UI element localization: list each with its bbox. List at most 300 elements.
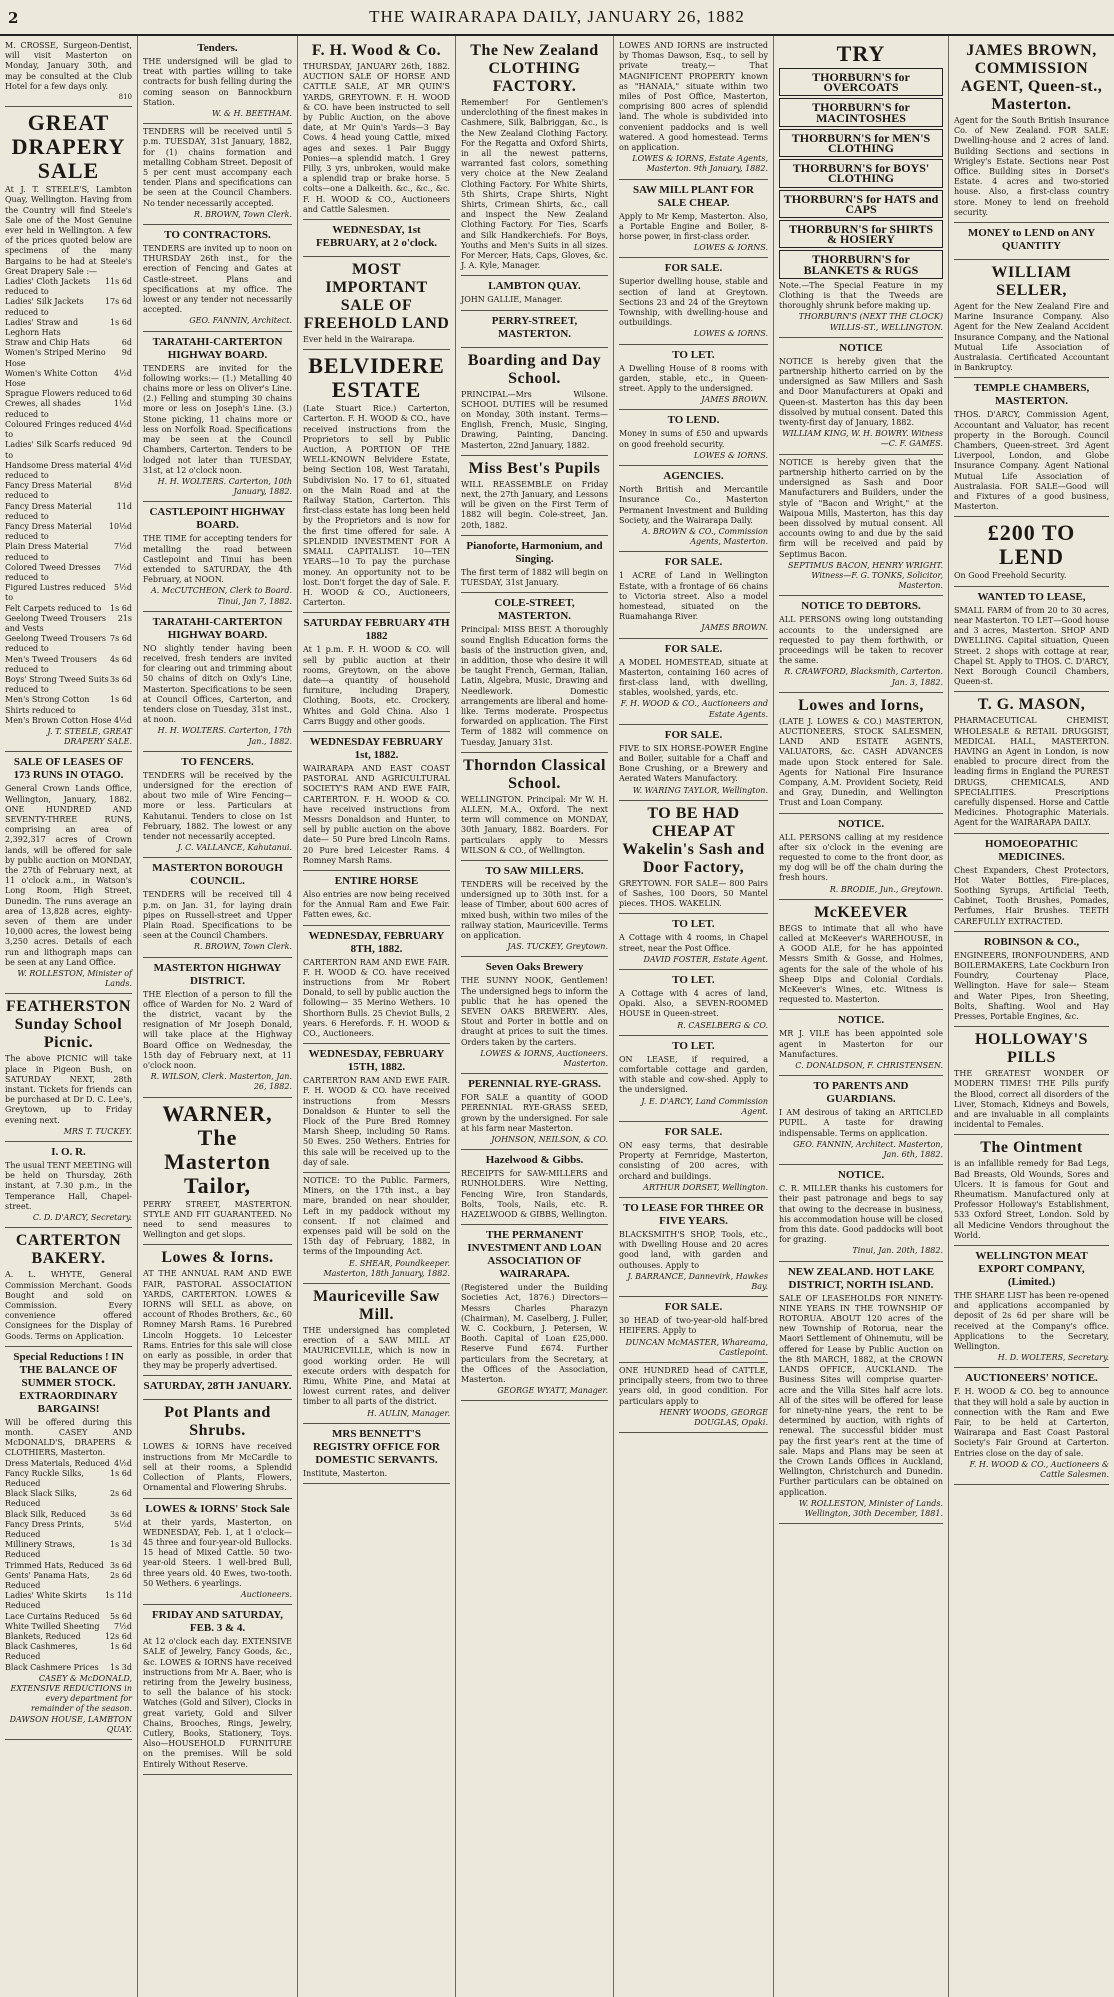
- ad-signature: ARTHUR DORSET, Wellington.: [643, 1182, 768, 1192]
- ad-heading: GREAT DRAPERY SALE: [11, 110, 126, 184]
- column-5: [613, 36, 773, 1997]
- ad-heading: TO CONTRACTORS.: [164, 229, 271, 242]
- ad-signature: W. WARING TAYLOR, Wellington.: [632, 785, 768, 795]
- ad-body-text: MR J. VILE has been appointed sole agent in Masterton for our Manufactures.: [779, 1029, 943, 1059]
- price-row: [5, 1632, 132, 1642]
- ad-heading: TO FENCERS.: [181, 755, 254, 768]
- ad-body-text: At J. T. STEELE'S, Lambton Quay, Wellington. Having from the Country will find Steele's Sale one of the Most Genuine ever held in Wellington. A few of the prices quoted below are specimens of the many Bargains to be had at Steele's Great Drapery Sale :—: [5, 185, 132, 276]
- ad-heading: F. H. Wood & Co.: [311, 42, 442, 59]
- ad-body-text: TENDERS will be received by the undersigned up to 30th inst. for a lease of Timber, about 600 acres of mixed bush, within two miles of the railway station, Mauriceville. Terms on application.: [461, 879, 608, 940]
- column-3: [297, 36, 455, 1997]
- ad-body-text: Apply to Mr Kemp, Masterton. Also, a Portable Engine and Boiler, 8-horse power, in first-class order.: [619, 211, 768, 242]
- price-row: [5, 604, 132, 614]
- advertisement: [954, 1246, 1109, 1368]
- ad-body-text: Agent for the South British Insurance Co. of New Zealand. FOR SALE: Dwelling-house and 2 acres of land. Building Sections and sections in Wrigley's Estate. Sections near Post Office. Building sites in Dorset's Estate. 4 acres and two-storied house. Also, a first-class country store. Money to lend on freehold security.: [954, 116, 1109, 217]
- ad-body-text: LOWES AND IORNS are instructed by Thomas Dawson, Esq., to sell by private treaty,— That MAGNIFICENT PROPERTY known as "HANAIA," situate within two miles of Post Office, Masterton, comprising 800 acres of splendid land. The whole is subdivided into convenient paddocks and is well watered. A good homestead. Terms on application.: [619, 41, 768, 153]
- ad-signature: WILLIAM KING, W. H. BOWRY. Witness—C. F. GAMES.: [782, 429, 943, 449]
- ad-signature: LOWES & IORNS.: [693, 329, 768, 339]
- price-row: [5, 481, 132, 501]
- price-item: Ladies' Cloth Jackets reduced to: [5, 277, 91, 297]
- price-row: [5, 655, 132, 675]
- ad-heading: TEMPLE CHAMBERS, MASTERTON.: [973, 382, 1090, 408]
- ad-signature: J. BARRANCE, Dannevirk, Hawkes Bay.: [627, 1271, 768, 1292]
- ad-body-text: PERRY STREET, MASTERTON. STYLE AND FIT GUARANTEED. No need to send measures to Wellington and get slops.: [143, 1199, 292, 1240]
- ad-body-text: (Registered under the Building Societies Act, 1876.) Directors— Messrs Charles Pharazyn (Chairman), M. Caselberg, J. Fuller, W. C. Cockburn, J. Petersen, W. Booth. Capital of Loan £25,000. Reserve Fund £674. Further particulars from the Secretary, at the Offices of the Association, Masterton.: [461, 1283, 608, 1385]
- advertisement: [143, 1245, 292, 1376]
- price-item: Millinery Straws, Reduced: [5, 1540, 75, 1560]
- advertisement: [5, 752, 132, 994]
- repeat-line: THORBURN'S for HATS and CAPS: [779, 190, 943, 218]
- advertisement: [461, 536, 608, 593]
- price-row: [5, 420, 132, 440]
- price-value: 3s 6d: [110, 1560, 132, 1570]
- ad-body-text: CARTERTON RAM AND EWE FAIR. F. H. WOOD & CO. have received instructions from Messrs Donaldson & Hunter to sell the Flock of the Pure Bred Romney Marsh Sheep, including 50 Rams. 50 Ewes. 250 Wethers. Entries for this sale will be received up to the day of sale.: [303, 1076, 450, 1167]
- ad-signature: H. H. WOLTERS. Carterton, 10th January, 1882.: [157, 476, 292, 497]
- ad-body-text: is an infallible remedy for Bad Legs, Bad Breasts, Old Wounds, Sores and Ulcers. It is famous for Gout and Rheumatism. Manufactured only at Professor Holloway's Establishment, 533 Oxford Street, London. Sold by all Medicine Vendors throughout the World.: [954, 1159, 1109, 1240]
- ad-body-text: LOWES & IORNS have received instructions from Mr McCardle to sell at their rooms, a Splendid Collection of Plants, Flowers, Ornamental and Flowering Shrubs.: [143, 1442, 292, 1493]
- ad-heading: CARTERTON BAKERY.: [15, 1232, 122, 1268]
- ad-body-text: Superior dwelling house, stable and section of land at Greytown. Sections 23 and 24 of the Greytown Township, with dwelling-house and outbuildings.: [619, 277, 768, 328]
- ad-heading: Special Reductions ! IN THE BALANCE OF SUMMER STOCK. EXTRAORDINARY BARGAINS!: [13, 1350, 124, 1415]
- advertisement: [619, 410, 768, 466]
- advertisement: [5, 107, 132, 752]
- ad-body-text: NOTICE is hereby given that the partnership hitherto carried on by the undersigned as Sash and Door Manufacturers and Builders, under the style of "Bacon and Wright," at the Waipoua Mills, Masterton, has this day been dissolved by mutual consent. All accounts owing to and due by the said firm will be received and paid by Septimus Bacon.: [779, 457, 943, 559]
- ad-heading: TO LET.: [672, 918, 715, 931]
- price-value: 7½d: [114, 562, 132, 572]
- columns: [0, 36, 1114, 1997]
- advertisement: [461, 1225, 608, 1401]
- ad-heading: SAW MILL PLANT FOR SALE CHEAP.: [633, 183, 754, 209]
- ad-body-text: Money in sums of £50 and upwards on good freehold security.: [619, 429, 768, 449]
- ad-heading: TARATAHI-CARTERTON HIGHWAY BOARD.: [152, 335, 283, 361]
- ad-body-text: C. R. MILLER thanks his customers for their past patronage and begs to say that owing to the decrease in business, his accommodation house will be closed from this date. Good paddocks will boot for grazing.: [779, 1184, 943, 1245]
- advertisement: [5, 994, 132, 1142]
- ad-body-text: A Cottage with 4 acres of land, Opaki. Also, a SEVEN-ROOMED HOUSE in Queen-street.: [619, 988, 768, 1019]
- ad-heading: Seven Oaks Brewery: [485, 961, 584, 974]
- ad-heading: THE PERMANENT INVESTMENT AND LOAN ASSOCIATION OF WAIRARAPA.: [467, 1229, 602, 1281]
- ad-body-text: At 12 o'clock each day. EXTENSIVE SALE of Jewelry, Fancy Goods, &c., &c. LOWES & IORNS have received instructions from Mr A. Baer, who is retiring from the Jewelry business, to sell the balance of his stock: Watches (Gold and Silver), Clocks in great variety, Gold and Silver Chains, Brooches, Rings, Jewelry, Cutlery, Books, Stationery, Toys. Also—HOUSEHOLD FURNITURE on the premises. Will be sold Entirely Without Reserve.: [143, 1637, 292, 1769]
- advertisement: [779, 38, 943, 338]
- advertisement: [779, 1076, 943, 1165]
- ad-heading: Pianoforte, Harmonium, and Singing.: [466, 539, 603, 565]
- ad-heading: The New Zealand CLOTHING FACTORY.: [470, 42, 599, 95]
- ad-body-text: At 1 p.m. F. H. WOOD & CO. will sell by public auction at their rooms, Greytown, on the above date—a quantity of household furniture, including Drapery, Clothing, Boots, etc. Crockery, Whites and Gold China. Also 1 Carrs Buggy and other goods.: [303, 645, 450, 726]
- ad-body-text: SALE OF LEASEHOLDS FOR NINETY-NINE YEARS IN THE TOWNSHIP OF ROTORUA. ABOUT 120 acres of the new Township of Rotorua, near the Maori Settlement of Ohinemutu, will be offered for Lease by Public Auction on the 8th MARCH, 1882, at the CROWN LANDS OFFICE, AUCKLAND. The Business Sites will comprise quarter-acre and the Villa Sites half acre lots. All of the sites will be offered for lease for ninety-nine years, the rent to be determined by auction, with rights of renewal. The successful bidder must pay the first year's rent at the time of sale. Maps and Plans may be seen at the Crown Lands Offices in Auckland, Wellington, Christchurch and Dunedin. Further particulars can be obtained on application.: [779, 1293, 943, 1497]
- price-row: [5, 1663, 132, 1673]
- price-row: [5, 695, 132, 715]
- advertisement: [619, 345, 768, 411]
- price-item: Handsome Dress material reduced to: [5, 460, 111, 480]
- ad-heading: McKEEVER: [814, 903, 908, 921]
- ad-heading: AGENCIES.: [663, 470, 724, 483]
- price-item: White Twilled Sheeting: [5, 1621, 100, 1631]
- advertisement: [954, 38, 1109, 223]
- advertisement: [303, 926, 450, 1045]
- price-item: Men's Strong Cotton Shirts reduced to: [5, 695, 90, 715]
- masthead-title: THE WAIRARAPA DAILY, JANUARY 26, 1882: [369, 7, 745, 26]
- ad-heading: WELLINGTON MEAT EXPORT COMPANY, (Limited.): [975, 1250, 1088, 1289]
- ad-signature: R. WILSON, Clerk. Masterton, Jan. 26, 1882.: [150, 1072, 292, 1092]
- ad-body-text: TENDERS are invited for the following works:— (1.) Metalling 40 chains more or less on Oliver's Line. (2.) Felling and stumping 30 chains more or less on Joseph's Line. (3.) Stone picking, 11 chains more or less on Norfolk Road. Specifications may be seen at the Council Chambers, Carterton. Tenders to be lodged not later than TUESDAY, 31st, at 12 o'clock noon.: [143, 363, 292, 475]
- price-value: 12s 6d: [104, 1631, 132, 1641]
- price-row: [5, 297, 132, 317]
- price-item: Figured Lustres reduced to: [5, 583, 106, 603]
- price-value: 1s 3d: [110, 1540, 132, 1550]
- ad-heading: The Ointment: [980, 1139, 1083, 1157]
- ad-signature: LOWES & IORNS.: [693, 450, 768, 460]
- ad-signature: LOWES & IORNS.: [693, 243, 768, 253]
- advertisement: [461, 276, 608, 310]
- price-row: [5, 440, 132, 460]
- ad-signature: LOWES & IORNS, Estate Agents, Masterton. 9th January, 1882.: [632, 154, 768, 174]
- price-item: Geelong Tweed Trousers and Vests: [5, 613, 106, 633]
- ad-body-text: Will be offered during this month. CASEY AND McDONALD'S, DRAPERS & CLOTHIERS, Masterton.: [5, 1417, 132, 1458]
- advertisement: [143, 332, 292, 503]
- advertisement: [954, 260, 1109, 378]
- ad-body-text: A MODEL HOMESTEAD, situate at Masterton, containing 160 acres of first-class land, with dwelling, stables, woolshed, yards, etc.: [619, 657, 768, 698]
- ad-signature: Tinui, Jan. 20th, 1882.: [852, 1246, 943, 1256]
- ad-heading: HOMOEOPATHIC MEDICINES.: [984, 837, 1079, 863]
- ad-heading: TO SAW MILLERS.: [485, 864, 584, 877]
- price-value: 7½d: [114, 1621, 132, 1631]
- ad-heading: HOLLOWAY'S PILLS: [975, 1031, 1088, 1067]
- ad-body-text: WILL REASSEMBLE on Friday next, the 27th January, and Lessons will be given on the First Term of 1882 will begin. Cole-street, Jan. 20th, 1882.: [461, 479, 608, 530]
- ad-signature: DUNCAN McMASTER, Whareama, Castlepoint.: [625, 1337, 768, 1357]
- ad-signature: J. T. STEELE, GREAT DRAPERY SALE.: [47, 726, 132, 747]
- ad-body-text: THE Election of a person to fill the office of Warden for No. 2 Ward of the district, vacant by the resignation of Mr Joseph Donald, will take place at the Highway Board Office on Wednesday, the 15th day of February next, at 11 o'clock noon.: [143, 989, 292, 1071]
- advertisement: [779, 1165, 943, 1261]
- ad-body-text: A. L. WHYTE, General Commission Merchant. Goods Bought and sold on Commission. Every convenience offered Consignees for the Display of Goods. Terms on Application.: [5, 1270, 132, 1341]
- price-item: Women's White Cotton Hose: [5, 368, 98, 389]
- ad-body-text: THE undersigned will be glad to treat with parties willing to take contracts for bush felling during the coming season on Bannockburn Station.: [143, 57, 292, 107]
- ad-signature: R. BRODIE, Jun., Greytown.: [829, 884, 943, 894]
- ad-heading: Boarding and Day School.: [467, 351, 602, 387]
- advertisement: [303, 350, 450, 613]
- ad-heading: SATURDAY FEBRUARY 4TH 1882: [303, 617, 450, 643]
- ad-body-text: The first term of 1882 will begin on TUESDAY, 31st January.: [461, 567, 608, 588]
- ad-heading: ENTIRE HORSE: [334, 874, 419, 887]
- ad-body-text: THE SUNNY NOOK, Gentlemen! The undersigned begs to inform the public that he has opened the SEVEN OAKS BREWERY. Ales, Stout and Porter in bottle and on draught at prices to suit the times. Orders taken by the carters.: [461, 976, 608, 1047]
- ad-signature: R. BROWN, Town Clerk.: [193, 942, 292, 952]
- ad-heading: WANTED TO LEASE,: [977, 590, 1086, 603]
- advertisement: [461, 456, 608, 536]
- ad-body-text: WAIRARAPA AND EAST COAST PASTORAL AND AGRICULTURAL SOCIETY'S RAM AND EWE FAIR, CARTERTON. F. H. WOOD & CO. have received instructions from Messrs Donaldson and Hunter, to sell by public auction on the above date— 50 Pure bred Lincoln Rams. 20 Pure bred Leicester Rams. 4 Romney Marsh Rams.: [303, 763, 450, 865]
- ad-heading: WEDNESDAY, FEBRUARY 15TH, 1882.: [308, 1048, 445, 1074]
- ad-heading: MRS BENNETT'S REGISTRY OFFICE FOR DOMESTIC SERVANTS.: [313, 1427, 440, 1466]
- price-item: Boys' Strong Tweed Suits reduced to: [5, 674, 109, 695]
- price-value: 5½d: [114, 583, 132, 593]
- ad-signature: GEO. FANNIN, Architect.: [189, 316, 292, 326]
- advertisement: [779, 693, 943, 814]
- ad-heading: PERENNIAL RYE-GRASS.: [468, 1078, 601, 1091]
- ad-heading: WARNER, The Masterton Tailor,: [162, 1100, 273, 1198]
- ad-body-text: Agent for the New Zealand Fire and Marine Insurance Company. Also Agent for the New Zealand Accident Insurance Company, and the National Mutual Life Association of Australasia. Certificated Accountant in Bankruptcy.: [954, 302, 1109, 373]
- advertisement: [779, 1262, 943, 1524]
- price-value: 3s 6d: [110, 1509, 132, 1519]
- ad-body-text: Principal: MISS BEST. A thoroughly sound English Education forms the basis of the instruction given, and, in addition, those who desire it will be taught French, German, Italian, Latin, Algebra, Music, Drawing and Needlework. Domestic arrangements are liberal and home-like. Terms moderate. Prospectus forwarded on application. The First Term of 1882 will commence on Tuesday, January 31st.: [461, 625, 608, 747]
- price-item: Ladies' Silk Scarfs reduced to: [5, 440, 116, 460]
- price-row: [5, 1561, 132, 1571]
- price-row: [5, 522, 132, 542]
- ad-heading: NOTICE: [839, 341, 883, 354]
- ad-heading: FRIDAY AND SATURDAY, FEB. 3 & 4.: [151, 1609, 284, 1635]
- ad-heading: LOWES & IORNS' Stock Sale: [145, 1502, 290, 1515]
- advertisement: [143, 502, 292, 611]
- ad-body-text: North British and Mercantile Insurance Co., Masterton Permanent Investment and Building Society, and the Wairarapa Daily.: [619, 485, 768, 525]
- price-row: [5, 277, 132, 297]
- ad-heading: MASTERTON HIGHWAY DISTRICT.: [153, 961, 282, 987]
- ad-body-text: ENGINEERS, IRONFOUNDERS, AND BOILERMAKERS, Late Cockburn Iron Foundry, Courtenay Place, Wellington. Have for sale— Steam and Water Pipes, Iron Sheeting, Bolts, Shafting. Wool and Hay Presses, Portable Engines, &c.: [954, 950, 1109, 1021]
- advertisement: [619, 1297, 768, 1363]
- ad-body-text: JOHN GALLIE, Manager.: [461, 295, 563, 305]
- advertisement: [461, 957, 608, 1074]
- advertisement: [954, 517, 1109, 586]
- ad-heading: Hazelwood & Gibbs.: [485, 1154, 584, 1167]
- ad-body-text: GREYTOWN. FOR SALE— 800 Pairs of Sashes, 100 Doors, 50 Mantel pieces. THOS. WAKELIN.: [619, 878, 768, 909]
- price-value: 1s 6d: [110, 695, 132, 705]
- ad-signature: A. McCUTCHEON, Clerk to Board. Tinui, Jan 7, 1882.: [151, 586, 292, 606]
- advertisement: [779, 814, 943, 900]
- ad-body-text: ALL PERSONS owing long outstanding accounts to the undersigned are requested to pay them forthwith, or proceedings will be taken to recover the same.: [779, 615, 943, 666]
- ad-body-text: (LATE J. LOWES & CO.) MASTERTON, AUCTIONEERS, STOCK SALESMEN, LAND AND ESTATE AGENTS, VALUATORS, &c. CASH ADVANCES made upon Stock entered for Sale. Agents for National Fire Insurance Company, A.M. Provident Society, Reid and Gray, Dunedin, and Wellington Trust and Loan Company.: [779, 716, 943, 808]
- price-value: 17s 6d: [104, 297, 132, 307]
- price-item: Ladies' White Skirts Reduced: [5, 1591, 87, 1611]
- ad-heading: Lowes and Iorns,: [798, 696, 924, 714]
- price-value: 3s 6d: [110, 674, 132, 684]
- ad-heading: TO LET.: [672, 1039, 715, 1052]
- price-value: 6d: [121, 338, 132, 348]
- ad-signature: R. CRAWFORD, Blacksmith, Carterton. Jan. 3, 1882.: [784, 667, 943, 687]
- price-value: 1½d: [114, 399, 132, 409]
- ad-heading: FOR SALE.: [664, 642, 723, 655]
- price-value: 11d: [116, 501, 132, 511]
- ad-signature: JAS. TUCKEY, Greytown.: [507, 942, 608, 952]
- price-row: [5, 369, 132, 389]
- ad-signature: W. & H. BEETHAM.: [211, 109, 292, 119]
- ad-body-text: NOTICE is hereby given that the partnership hitherto carried on by the undersigned as Saw Millers and Sash and Door Manufacturers at Opaki and Queen-st. Masterton has this day been dissolved by mutual consent. Dated this twenty-first day of January, 1882.: [779, 356, 943, 428]
- advertisement: [461, 1074, 608, 1150]
- ad-body-text: On Good Freehold Security.: [954, 571, 1067, 581]
- price-value: 4½d: [114, 419, 132, 429]
- ad-heading: FOR SALE.: [664, 262, 723, 275]
- ad-heading: TARATAHI-CARTERTON HIGHWAY BOARD.: [152, 615, 283, 641]
- ad-heading: AUCTIONEERS' NOTICE.: [965, 1372, 1098, 1385]
- ad-heading: FOR SALE.: [664, 1301, 723, 1314]
- ad-number: 810: [118, 93, 132, 102]
- masthead: [0, 0, 1114, 36]
- price-row: [5, 1469, 132, 1489]
- advertisement: [303, 1284, 450, 1424]
- ad-signature: J. E. D'ARCY, Land Commission Agent.: [641, 1096, 768, 1116]
- ad-body-text: SMALL FARM of from 20 to 30 acres, near Masterton. TO LET—Good house and 3 acres, Masterton. SHOP AND DWELLING. Capital situation, Queen Street. 2 shops with cottage at rear, Chapel St. Apply to THOS. C. D'ARCY, Next Borough Council Chambers, Queen-st.: [954, 605, 1109, 687]
- ad-heading: MOST IMPORTANT SALE OF FREEHOLD LAND: [303, 261, 450, 333]
- advertisement: [143, 612, 292, 752]
- price-item: Blankets, Reduced: [5, 1631, 81, 1641]
- advertisement: [461, 861, 608, 957]
- advertisement: [954, 1027, 1109, 1135]
- price-value: 21s: [117, 613, 132, 623]
- advertisement: [303, 613, 450, 732]
- repeat-line: THORBURN'S for MEN'S CLOTHING: [779, 129, 943, 157]
- ad-body-text: ON easy terms, that desirable Property at Fernridge, Masterton, consisting of 200 acres, with orchard and buildings.: [619, 1141, 768, 1181]
- ad-signature: F. H. WOOD & CO., Auctioneers and Estate Agents.: [620, 699, 768, 719]
- ad-signature: LOWES & IORNS, Auctioneers. Masterton.: [480, 1048, 608, 1068]
- ad-body-text: M. CROSSE, Surgeon-Dentist, will visit Masterton on Monday, January 30th, and may be consulted at the Club Hotel for a few days only.: [5, 41, 132, 91]
- advertisement: [143, 1376, 292, 1400]
- ad-body-text: THOS. D'ARCY, Commission Agent, Accountant and Valuator, has recent property in the Borough. Council Chambers, Queen-street. 3rd Agent Liverpool, London, and Globe Insurance Company. Agent National Mutual Life Association of Australasia. FOR SALE—Good will and Fixtures of a good business, Masterton.: [954, 410, 1109, 512]
- price-row: [5, 338, 132, 348]
- price-value: 1s 6d: [110, 1468, 132, 1478]
- ad-body-text: The usual TENT MEETING will be held on Thursday, 26th instant, at 7.30 p.m., in the Temperance Hall, Chapel-street.: [5, 1161, 132, 1211]
- advertisement: [779, 900, 943, 1011]
- ad-heading: I. O. R.: [51, 1146, 86, 1159]
- price-row: [5, 614, 132, 634]
- ad-body-text: TENDERS will be received by the undersigned for the erection of about two mile of Wire Fencing—more or less. Particulars at Kahutanui. Tenders to close on 1st February, 1882. The lowest or any tender not necessarily accepted.: [143, 770, 292, 841]
- ad-heading: MASTERTON BOROUGH COUNCIL.: [152, 862, 283, 888]
- advertisement: [619, 258, 768, 344]
- price-value: 5s 6d: [110, 1611, 132, 1621]
- price-value: 10½d: [108, 521, 132, 531]
- ad-body-text: A Dwelling House of 8 rooms with garden, stable, etc., in Queen-street. Apply to the undersigned.: [619, 363, 768, 394]
- advertisement: [619, 466, 768, 552]
- advertisement: [461, 593, 608, 752]
- advertisement: [143, 1499, 292, 1606]
- ad-signature: GEORGE WYATT, Manager.: [497, 1386, 608, 1396]
- price-value: 4½d: [114, 460, 132, 470]
- ad-signature: CASEY & McDONALD, EXTENSIVE REDUCTIONS in every department for remainder of the season. DAWSON HOUSE, LAMBTON QUAY.: [9, 1673, 132, 1734]
- price-item: Lace Curtains Reduced: [5, 1611, 100, 1621]
- price-row: [5, 461, 132, 481]
- price-row: [5, 399, 132, 419]
- ad-signature: SEPTIMUS BACON, HENRY WRIGHT. Witness—F. G. TONKS, Solicitor, Masterton.: [788, 560, 943, 591]
- advertisement: [143, 752, 292, 859]
- ad-signature: DAVID FOSTER, Estate Agent.: [643, 954, 768, 964]
- price-row: [5, 1520, 132, 1540]
- column-1: [0, 36, 137, 1997]
- price-value: 1s 6d: [110, 603, 132, 613]
- advertisement: [954, 587, 1109, 693]
- ad-signature: J. C. VALLANCE, Kahutanui.: [177, 843, 292, 853]
- price-value: 1s 3d: [110, 1662, 132, 1672]
- price-value: 9d: [121, 348, 132, 358]
- ad-signature: H. H. WOLTERS. Carterton, 17th Jan., 1882.: [157, 726, 292, 746]
- ad-body-text: TENDERS are invited up to noon on THURSDAY 26th inst., for the erection of Fencing and Gates at Castle-street. Plans and specifications at my office. The lowest or any tender not necessarily accepted.: [143, 244, 292, 315]
- ad-body-text: A Cottage with 4 rooms, in Chapel street, near the Post Office.: [619, 933, 768, 953]
- ad-body-text: General Crown Lands Office, Wellington, January, 1882. ONE HUNDRED AND SEVENTY-THREE RUNS, comprising an area of 2,392,317 acres of Crown lands, will be offered for sale by public auction on MONDAY, the 27th of February next, at 11 o'clock a.m., in Watson's Long Room, High Street, Dunedin. The runs average an area of 13,828 acres, eighty-seven of them are under 10,000 acres, the lowest being 3,250 acres. Details of each run and lithograph maps can be seen at any Land Office.: [5, 784, 132, 967]
- advertisement: [303, 1173, 450, 1284]
- ad-heading: NOTICE TO DEBTORS.: [801, 600, 921, 613]
- ad-heading: JAMES BROWN, COMMISSION AGENT, Queen-st., Masterton.: [960, 42, 1103, 113]
- advertisement: [143, 1605, 292, 1775]
- price-value: 7½d: [114, 542, 132, 552]
- advertisement: [954, 378, 1109, 517]
- advertisement: [5, 1142, 132, 1228]
- ad-heading: SATURDAY, 28TH JANUARY.: [143, 1380, 292, 1393]
- price-row: [5, 634, 132, 654]
- price-row: [5, 389, 132, 399]
- price-item: Men's Brown Cotton Hose: [5, 715, 112, 725]
- ad-heading: TO LEND.: [667, 414, 720, 427]
- price-item: Fancy Ruckle Silks, Reduced: [5, 1468, 84, 1488]
- ad-signature: H. D. WOLTERS, Secretary.: [997, 1353, 1109, 1363]
- price-item: Crewes, all shades reduced to: [5, 399, 81, 419]
- advertisement: [954, 1368, 1109, 1485]
- advertisement: [303, 220, 450, 257]
- price-row: [5, 1591, 132, 1611]
- ad-body-text: CARTERTON RAM AND EWE FAIR. F. H. WOOD & CO. have received instructions from Mr Robert Donald, to sell by public auction the following— 35 Merino Wethers. 10 Shorthorn Bulls. 25 Cheviot Bulls, 2 years. 6 Herefords. F. H. WOOD & CO., Auctioneers.: [303, 957, 450, 1038]
- advertisement: [619, 38, 768, 180]
- advertisement: [303, 38, 450, 220]
- price-item: Colored Tweed Dresses reduced to: [5, 562, 101, 582]
- page-number: 2: [8, 9, 19, 27]
- ad-heading: Tenders.: [197, 42, 238, 54]
- ad-heading: WEDNESDAY FEBRUARY 1st, 1882.: [309, 735, 444, 761]
- ad-body-text: Chest Expanders, Chest Protectors, Hot Water Bottles, Fire-places, Soothing Syrups, Artificial Teeth, Cabinet, Tooth Brushes, Pomades, Perfumes, Hair Brushes. TEETH CAREFULLY EXTRACTED.: [954, 865, 1109, 926]
- price-item: Gents' Panama Hats, Reduced: [5, 1570, 90, 1590]
- advertisement: [619, 552, 768, 638]
- ad-body-text: ONE HUNDRED head of CATTLE, principally steers, from two to three years old, in good condition. For particulars apply to: [619, 1366, 768, 1406]
- price-value: 4s 6d: [110, 654, 132, 664]
- price-item: Plain Dress Material reduced to: [5, 542, 89, 562]
- column-7: [948, 36, 1114, 1997]
- advertisement: [619, 1036, 768, 1122]
- ad-signature: W. ROLLESTON, Minister of Lands. Wellington, 30th December, 1881.: [798, 1498, 943, 1518]
- price-value: 2s 6d: [110, 1570, 132, 1580]
- price-row: [5, 318, 132, 338]
- price-value: 1s 11d: [104, 1591, 132, 1601]
- ad-body-text: 1 ACRE of Land in Wellington Estate, with a frontage of 66 chains to Victoria street. Also a model homestead, situated on the Ruamahanga River.: [619, 571, 768, 622]
- price-row: [5, 1489, 132, 1509]
- ad-heading: COLE-STREET, MASTERTON.: [494, 597, 575, 623]
- advertisement: [619, 725, 768, 801]
- price-row: [5, 1510, 132, 1520]
- price-row: [5, 675, 132, 695]
- ad-heading: FEATHERSTON Sunday School Picnic.: [6, 998, 131, 1052]
- ad-body-text: NO slightly tender having been received, fresh tenders are invited for clearing out and trimming about 50 chains of ditch on Oxly's Line, Masterton. Specifications to be seen at Council Offices, Carterton, and tenders close on Tuesday, 31st inst., at noon.: [143, 643, 292, 725]
- ad-signature: JOHNSON, NEILSON, & CO.: [491, 1135, 608, 1145]
- ad-body-text: Remember! For Gentlemen's underclothing of the finest makes in Cashmere, Silk, Balbriggan, &c., is the New Zealand Clothing Factory. For the Regatta and Oxford Shirts, in all the newest patterns, warranted fast colors, something very choice at the New Zealand Clothing Factory. For White Shirts, 5th Shirts, Crape Shirts, Night Shirts, Crimean Shirts, &c., call and inspect the New Zealand Clothing Factory. For Ties, Scarfs and Silk Handkerchiefs. For Boys, Youths and Men's Suits in all sizes. For Mercer, Hats, Caps, Gloves, &c. J. A. Kyle, Manager.: [461, 98, 608, 271]
- price-row: [5, 1571, 132, 1591]
- ad-body-text: NOTICE: TO the Public. Farmers, Miners, on the 17th inst., a bay mare, branded on near shoulder, Left in my paddock without my consent. If not claimed and expenses paid will be sold on the 15th day of February, 1882, in terms of the Impounding Act.: [303, 1176, 450, 1257]
- repeat-line: THORBURN'S for BOYS' CLOTHING: [779, 159, 943, 187]
- ad-signature: H. AULIN, Manager.: [367, 1408, 450, 1418]
- price-item: Black Slack Silks, Reduced: [5, 1489, 77, 1509]
- price-item: Ladies' Silk Jackets reduced to: [5, 297, 84, 317]
- column-2: [137, 36, 297, 1997]
- ad-heading: TO BE HAD CHEAP AT Wakelin's Sash and Door Factory,: [622, 804, 765, 876]
- advertisement: [954, 932, 1109, 1027]
- advertisement: [461, 311, 608, 348]
- advertisement: [461, 753, 608, 861]
- price-value: 5½d: [114, 1519, 132, 1529]
- ad-signature: JAMES BROWN.: [701, 623, 768, 633]
- ad-body-text: at their yards, Masterton, on WEDNESDAY, Feb. 1, at 1 o'clock— 45 three and four-year-old Bullocks. 15 head of Mixed Cattle. 50 two-year-old Steers. 1 well-bred Bull, three years old. 40 Ewes, two-tooth. 50 Wethers. 6 yearlings.: [143, 1517, 292, 1588]
- price-value: 1s 6d: [110, 1642, 132, 1652]
- ad-heading: Mauriceville Saw Mill.: [313, 1288, 440, 1324]
- ad-signature: MRS T. TUCKEY.: [63, 1126, 132, 1136]
- price-item: Men's Tweed Trousers reduced to: [5, 654, 97, 674]
- price-row: [5, 583, 132, 603]
- price-value: 9d: [121, 440, 132, 450]
- ad-heading: SALE OF LEASES OF 173 RUNS IN OTAGO.: [13, 756, 124, 782]
- advertisement: [779, 1010, 943, 1076]
- ad-signature: JAMES BROWN.: [701, 395, 768, 405]
- price-item: Trimmed Hats, Reduced: [5, 1560, 104, 1570]
- price-item: Fancy Dress Prints, Reduced: [5, 1519, 84, 1539]
- ad-heading: NOTICE.: [837, 817, 885, 830]
- repeat-line: THORBURN'S for SHIRTS & HOSIERY: [779, 220, 943, 248]
- ad-heading: TRY: [836, 41, 886, 66]
